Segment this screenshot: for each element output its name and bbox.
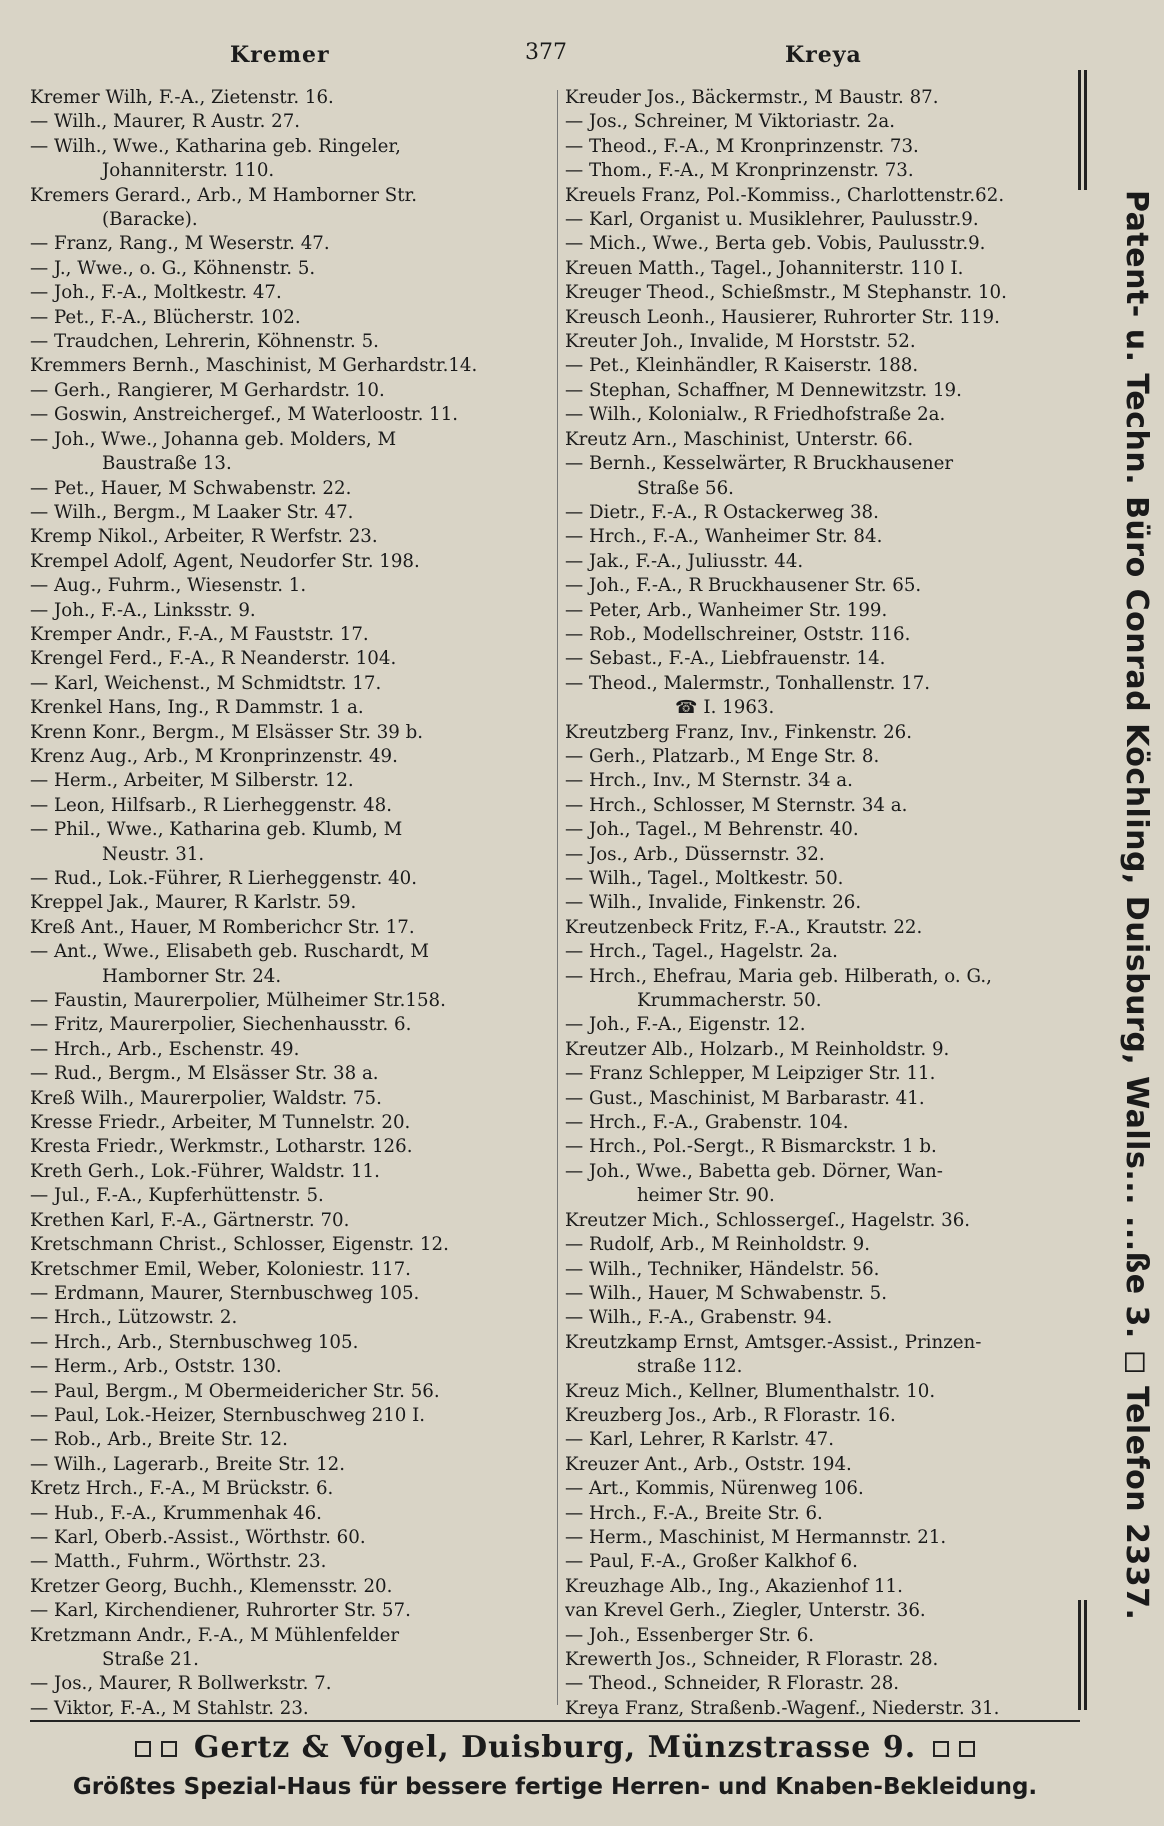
directory-entry: — Theod., F.-A., M Kronprinzenstr. 73. xyxy=(565,135,919,157)
directory-entry: — Wilh., Bergm., M Laaker Str. 47. xyxy=(30,501,354,523)
directory-entry: Straße 56. xyxy=(637,477,734,499)
directory-entry: Krummacherstr. 50. xyxy=(637,990,822,1012)
directory-entry: Kremer Wilh, F.-A., Zietenstr. 16. xyxy=(30,87,334,108)
directory-entry: heimer Str. 90. xyxy=(637,1185,775,1207)
directory-entry: — Hrch., Schlosser, M Sternstr. 34 a. xyxy=(565,794,908,816)
directory-entry: Kremmers Bernh., Maschinist, M Gerhardstr.14. xyxy=(30,355,478,377)
directory-entry: Krenz Aug., Arb., M Kronprinzenstr. 49. xyxy=(30,745,398,767)
right-running-head: Kreya xyxy=(785,42,862,68)
directory-entry: — Pet., Hauer, M Schwabenstr. 22. xyxy=(30,477,352,499)
directory-entry: — Hrch., Lützowstr. 2. xyxy=(30,1307,238,1329)
directory-entry: — Karl, Kirchendiener, Ruhrorter Str. 57. xyxy=(30,1600,411,1622)
directory-entry: (Baracke). xyxy=(102,209,198,231)
directory-entry: — Paul, F.-A., Großer Kalkhof 6. xyxy=(565,1551,858,1573)
directory-entry: — Goswin, Anstreichergef., M Waterloostr. 11. xyxy=(30,404,459,426)
directory-entry: Neustr. 31. xyxy=(102,843,205,865)
side-ad-main: Patent- u. Techn. Büro Conrad Köchling, Duisburg, Walls... xyxy=(1119,190,1154,1206)
directory-entry: Hamborner Str. 24. xyxy=(102,965,282,987)
side-ad-tail: ...ße 3. ◻ Telefon 2337. xyxy=(1119,1215,1154,1621)
directory-entry: — Paul, Lok.-Heizer, Sternbuschweg 210 I. xyxy=(30,1404,426,1426)
directory-entry: — Hrch., Tagel., Hagelstr. 2a. xyxy=(565,941,838,963)
directory-entry: Kretz Hrch., F.-A., M Brückstr. 6. xyxy=(30,1478,334,1500)
directory-entry: — Jul., F.-A., Kupferhüttenstr. 5. xyxy=(30,1185,324,1207)
directory-entry: Kremper Andr., F.-A., M Fauststr. 17. xyxy=(30,623,369,645)
directory-entry: Kreuels Franz, Pol.-Kommiss., Charlottenstr.62. xyxy=(565,184,1005,206)
directory-entry: Krenkel Hans, Ing., R Dammstr. 1 a. xyxy=(30,697,364,719)
directory-entry: Baustraße 13. xyxy=(102,453,232,475)
directory-entry: — Dietr., F.-A., R Ostackerweg 38. xyxy=(565,501,879,523)
directory-entry: Kretschmann Christ., Schlosser, Eigenstr. 12. xyxy=(30,1234,449,1256)
directory-entry: Kreß Wilh., Maurerpolier, Waldstr. 75. xyxy=(30,1087,382,1109)
directory-entry: — Rob., Arb., Breite Str. 12. xyxy=(30,1429,288,1451)
directory-entry: — Karl, Oberb.-Assist., Wörthstr. 60. xyxy=(30,1526,366,1548)
directory-entry: — Viktor, F.-A., M Stahlstr. 23. xyxy=(30,1697,309,1719)
directory-entry: — Fritz, Maurerpolier, Siechenhausstr. 6. xyxy=(30,1014,412,1036)
directory-entry: — Matth., Fuhrm., Wörthstr. 23. xyxy=(30,1551,327,1573)
page-number: 377 xyxy=(525,40,567,65)
directory-entry: straße 112. xyxy=(637,1356,743,1378)
directory-entry: — Faustin, Maurerpolier, Mülheimer Str.158. xyxy=(30,990,446,1012)
directory-entry: — Pet., F.-A., Blücherstr. 102. xyxy=(30,306,301,328)
left-running-head: Kremer xyxy=(230,42,330,68)
directory-entry: — Joh., F.-A., Linksstr. 9. xyxy=(30,599,256,621)
directory-entry: Kresse Friedr., Arbeiter, M Tunnelstr. 20. xyxy=(30,1112,411,1134)
directory-entry: — Joh., F.-A., Eigenstr. 12. xyxy=(565,1014,806,1036)
square-ornament-icon xyxy=(135,1741,151,1757)
directory-entry: Kreya Franz, Straßenb.-Wagenf., Niederstr. 31. xyxy=(565,1697,1000,1719)
directory-entry: — Rudolf, Arb., M Reinholdstr. 9. xyxy=(565,1234,871,1256)
page-header xyxy=(0,36,1164,76)
column-divider xyxy=(557,90,558,1705)
directory-entry: — Joh., Tagel., M Behrenstr. 40. xyxy=(565,819,859,841)
directory-entry: — Jos., Maurer, R Bollwerkstr. 7. xyxy=(30,1673,332,1695)
square-ornament-icon xyxy=(959,1741,975,1757)
directory-entry: Kreuzhage Alb., Ing., Akazienhof 11. xyxy=(565,1575,903,1597)
directory-entry: Kreuz Mich., Kellner, Blumenthalstr. 10. xyxy=(565,1380,936,1402)
directory-entry: — Hrch., F.-A., Grabenstr. 104. xyxy=(565,1112,849,1134)
directory-entry: Kreppel Jak., Maurer, R Karlstr. 59. xyxy=(30,892,357,914)
directory-entry: Johanniterstr. 110. xyxy=(102,160,275,182)
directory-entry: Kreusch Leonh., Hausierer, Ruhrorter Str. 119. xyxy=(565,306,1000,328)
directory-entry: Krenn Konr., Bergm., M Elsässer Str. 39 b. xyxy=(30,721,424,743)
directory-entry: Straße 21. xyxy=(102,1649,199,1670)
directory-entry: Kreutzberg Franz, Inv., Finkenstr. 26. xyxy=(565,721,913,743)
directory-entry: — Wilh., Tagel., Moltkestr. 50. xyxy=(565,868,844,889)
directory-entry: — Rob., Modellschreiner, Oststr. 116. xyxy=(565,623,911,645)
directory-entry: — Thom., F.-A., M Kronprinzenstr. 73. xyxy=(565,160,914,182)
directory-entry: Kresta Friedr., Werkmstr., Lotharstr. 126. xyxy=(30,1136,413,1158)
directory-entry: Krengel Ferd., F.-A., R Neanderstr. 104. xyxy=(30,648,397,670)
directory-entry: — Wilh., F.-A., Grabenstr. 94. xyxy=(565,1307,833,1329)
directory-entry: — Aug., Fuhrm., Wiesenstr. 1. xyxy=(30,575,307,597)
footer-rule xyxy=(30,1720,1080,1722)
directory-entry: — Karl, Weichenst., M Schmidtstr. 17. xyxy=(30,672,382,694)
directory-entry: — Hrch., Inv., M Sternstr. 34 a. xyxy=(565,770,853,792)
directory-entry: — Mich., Wwe., Berta geb. Vobis, Paulusstr.9. xyxy=(565,233,986,255)
directory-entry: — Hrch., Arb., Sternbuschweg 105. xyxy=(30,1331,359,1353)
directory-entry: Kreuen Matth., Tagel., Johanniterstr. 110 I. xyxy=(565,257,964,279)
directory-entry: Kreuzberg Jos., Arb., R Florastr. 16. xyxy=(565,1404,896,1426)
directory-entry: Krempel Adolf, Agent, Neudorfer Str. 198. xyxy=(30,550,420,572)
directory-entry: Kreutzer Mich., Schlossergeſ., Hagelstr. 36. xyxy=(565,1209,971,1231)
square-ornament-icon xyxy=(933,1741,949,1757)
directory-entry: — Joh., Wwe., Johanna geb. Molders, M xyxy=(30,428,397,450)
directory-entry: — Herm., Maschinist, M Hermannstr. 21. xyxy=(565,1526,947,1548)
directory-entry: — Art., Kommis, Nürenweg 106. xyxy=(565,1478,864,1500)
left-column xyxy=(30,86,555,1721)
directory-entry: — Leon, Hilfsarb., R Lierheggenstr. 48. xyxy=(30,794,393,816)
directory-entry: — Jos., Arb., Düssernstr. 32. xyxy=(565,843,825,865)
directory-entry: — Gust., Maschinist, M Barbarastr. 41. xyxy=(565,1087,925,1109)
square-ornament-icon xyxy=(161,1741,177,1757)
directory-entry: — Traudchen, Lehrerin, Köhnenstr. 5. xyxy=(30,331,379,353)
directory-entry: — Sebast., F.-A., Liebfrauenstr. 14. xyxy=(565,648,886,670)
directory-entry: — Bernh., Kesselwärter, R Bruckhausener xyxy=(565,453,954,475)
side-advertisement xyxy=(1076,70,1156,1715)
directory-entry: — Peter, Arb., Wanheimer Str. 199. xyxy=(565,599,888,621)
directory-entry: van Krevel Gerh., Ziegler, Unterstr. 36. xyxy=(565,1600,926,1622)
directory-entry: — Hrch., Ehefrau, Maria geb. Hilberath, o. G., xyxy=(565,965,992,987)
directory-entry: Kretzer Georg, Buchh., Klemensstr. 20. xyxy=(30,1575,393,1597)
directory-entry: — Jak., F.-A., Juliusstr. 44. xyxy=(565,550,804,572)
directory-entry: — Wilh., Hauer, M Schwabenstr. 5. xyxy=(565,1282,888,1304)
directory-entry: — Wilh., Wwe., Katharina geb. Ringeler, xyxy=(30,135,401,157)
directory-entry: Kreuder Jos., Bäckermstr., M Baustr. 87. xyxy=(565,87,939,108)
directory-entry: Kreuzer Ant., Arb., Oststr. 194. xyxy=(565,1453,852,1475)
directory-entry: — Erdmann, Maurer, Sternbuschweg 105. xyxy=(30,1282,420,1304)
directory-entry: — Wilh., Maurer, R Austr. 27. xyxy=(30,111,301,133)
directory-entry: — Theod., Schneider, R Florastr. 28. xyxy=(565,1673,900,1695)
directory-entry: Kremp Nikol., Arbeiter, R Werfstr. 23. xyxy=(30,526,378,548)
directory-entry: — Joh., F.-A., R Bruckhausener Str. 65. xyxy=(565,575,922,597)
directory-entry: — Phil., Wwe., Katharina geb. Klumb, M xyxy=(30,819,403,841)
directory-entry: — Hrch., F.-A., Wanheimer Str. 84. xyxy=(565,526,883,548)
directory-entry: — Wilh., Kolonialw., R Friedhofstraße 2a. xyxy=(565,404,946,426)
directory-entry: — Gerh., Platzarb., M Enge Str. 8. xyxy=(565,745,880,767)
directory-entry: — Stephan, Schaffner, M Dennewitzstr. 19. xyxy=(565,379,962,401)
directory-entry: — Franz, Rang., M Weserstr. 47. xyxy=(30,233,330,255)
directory-entry: Kreutz Arn., Maschinist, Unterstr. 66. xyxy=(565,428,914,450)
directory-entry: — Wilh., Invalide, Finkenstr. 26. xyxy=(565,892,862,914)
directory-entry: ☎ I. 1963. xyxy=(675,697,775,719)
directory-entry: — Gerh., Rangierer, M Gerhardstr. 10. xyxy=(30,379,385,401)
side-ad-text xyxy=(1119,190,1154,1620)
footer-advert-tagline: Größtes Spezial-Haus für bessere fertige Herren- und Knaben-Bekleidung. xyxy=(72,1774,1038,1800)
directory-entry: — Herm., Arbeiter, M Silberstr. 12. xyxy=(30,770,354,792)
directory-entry: Krewerth Jos., Schneider, R Florastr. 28. xyxy=(565,1649,939,1670)
directory-entry: — Rud., Bergm., M Elsässer Str. 38 a. xyxy=(30,1063,379,1085)
directory-entry: — Paul, Bergm., M Obermeidericher Str. 56. xyxy=(30,1380,440,1402)
directory-entry: Kreuger Theod., Schießmstr., M Stephanstr. 10. xyxy=(565,282,1007,304)
directory-entry: — Karl, Lehrer, R Karlstr. 47. xyxy=(565,1429,834,1451)
directory-entry: — Hrch., Arb., Eschenstr. 49. xyxy=(30,1038,300,1060)
directory-entry: — Ant., Wwe., Elisabeth geb. Ruschardt, M xyxy=(30,941,430,963)
directory-entry: Kreutzkamp Ernst, Amtsger.-Assist., Prinzen- xyxy=(565,1331,982,1353)
directory-entry: — Jos., Schreiner, M Viktoriastr. 2a. xyxy=(565,111,896,133)
directory-entry: — J., Wwe., o. G., Köhnenstr. 5. xyxy=(30,257,316,279)
directory-entry: — Herm., Arb., Oststr. 130. xyxy=(30,1356,282,1378)
directory-entry: — Wilh., Techniker, Händelstr. 56. xyxy=(565,1258,880,1280)
directory-entry: — Hrch., Pol.-Sergt., R Bismarckstr. 1 b. xyxy=(565,1136,937,1158)
directory-entry: — Pet., Kleinhändler, R Kaiserstr. 188. xyxy=(565,355,919,377)
directory-entry: Kremers Gerard., Arb., M Hamborner Str. xyxy=(30,184,418,206)
directory-entry: — Franz Schlepper, M Leipziger Str. 11. xyxy=(565,1063,936,1085)
directory-entry: — Hrch., F.-A., Breite Str. 6. xyxy=(565,1502,823,1524)
directory-entry: Kreutzenbeck Fritz, F.-A., Krautstr. 22. xyxy=(565,916,923,938)
directory-entry: Kretzmann Andr., F.-A., M Mühlenfelder xyxy=(30,1624,400,1646)
directory-entry: — Joh., Wwe., Babetta geb. Dörner, Wan- xyxy=(565,1160,943,1182)
directory-entry: — Rud., Lok.-Führer, R Lierheggenstr. 40. xyxy=(30,868,417,889)
directory-entry: Kreth Gerh., Lok.-Führer, Waldstr. 11. xyxy=(30,1160,380,1182)
directory-entry: — Theod., Malermstr., Tonhallenstr. 17. xyxy=(565,672,931,694)
right-column xyxy=(565,86,1070,1721)
directory-entry: Kreutzer Alb., Holzarb., M Reinholdstr. 9. xyxy=(565,1038,950,1060)
footer-advert-title xyxy=(30,1730,1080,1770)
directory-entry: — Joh., Essenberger Str. 6. xyxy=(565,1624,815,1646)
directory-entry: Kretschmer Emil, Weber, Koloniestr. 117. xyxy=(30,1258,411,1280)
directory-entry: — Karl, Organist u. Musiklehrer, Paulusstr.9. xyxy=(565,209,979,231)
directory-entry: — Hub., F.-A., Krummenhak 46. xyxy=(30,1502,322,1524)
directory-entry: — Joh., F.-A., Moltkestr. 47. xyxy=(30,282,282,304)
directory-entry: — Wilh., Lagerarb., Breite Str. 12. xyxy=(30,1453,346,1475)
directory-entry: Krethen Karl, F.-A., Gärtnerstr. 70. xyxy=(30,1209,350,1231)
directory-entry: Kreß Ant., Hauer, M Romberichcr Str. 17. xyxy=(30,916,415,938)
footer-company: Gertz & Vogel, Duisburg, Münzstrasse 9. xyxy=(193,1730,917,1765)
directory-entry: Kreuter Joh., Invalide, M Horststr. 52. xyxy=(565,331,916,353)
